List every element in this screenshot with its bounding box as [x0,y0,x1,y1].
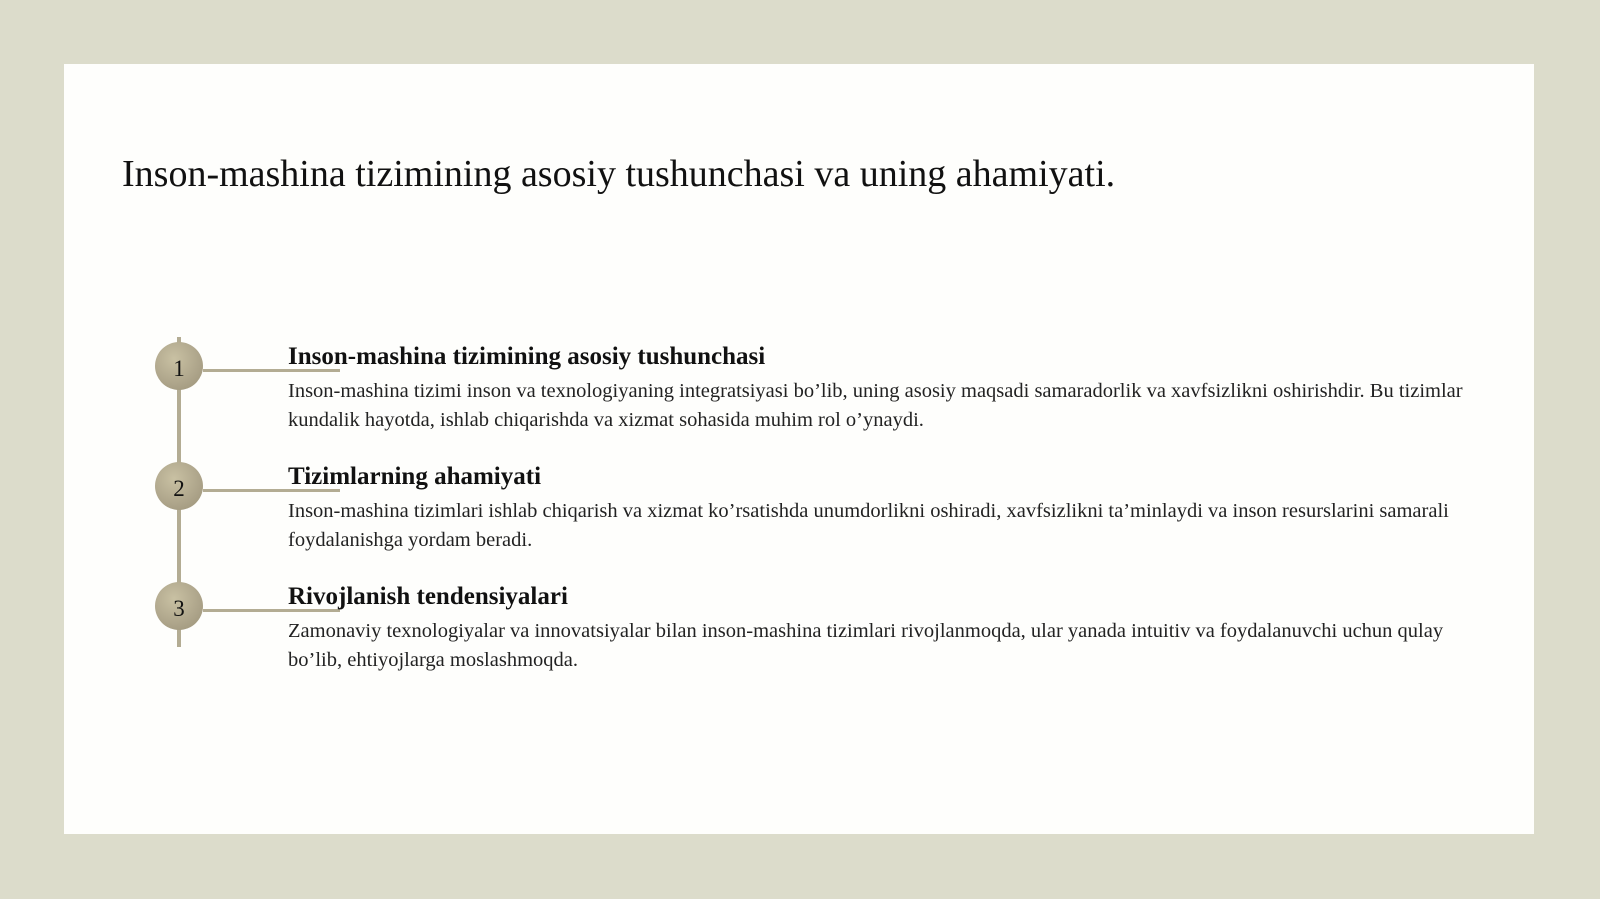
slide-title: Inson-mashina tizimining asosiy tushunchasi va uning ahamiyati. [122,153,1116,195]
step-number-badge: 3 [155,582,203,630]
step-heading: Tizimlarning ahamiyati [288,463,542,490]
step-description: Inson-mashina tizimlari ishlab chiqarish va xizmat ko’rsatishda unumdorlikni oshiradi, xavfsizlikni ta’minlaydi va inson resurslarini samarali foydalanishga yordam beradi. [288,500,1449,551]
step-number-badge: 1 [155,342,203,390]
step-description: Zamonaviy texnologiyalar va innovatsiyalar bilan inson-mashina tizimlari rivojlanmoqda, ular yanada intuitiv va foydalanuvchi uchun qulay bo’lib, ehtiyojlarga moslashmoqda. [288,620,1444,671]
step-description: Inson-mashina tizimi inson va texnologiyaning integratsiyasi bo’lib, uning asosiy maqsadi samaradorlik va xavfsizlikni oshirishdir. Bu tizimlar kundalik hayotda, ishlab chiqarishda va xizmat sohasida muhim rol o’ynaydi. [288,380,1463,431]
step-heading: Inson-mashina tizimining asosiy tushunchasi [288,343,766,370]
slide [64,64,1534,834]
step-number-badge: 2 [155,462,203,510]
step-heading: Rivojlanish tendensiyalari [288,583,568,610]
